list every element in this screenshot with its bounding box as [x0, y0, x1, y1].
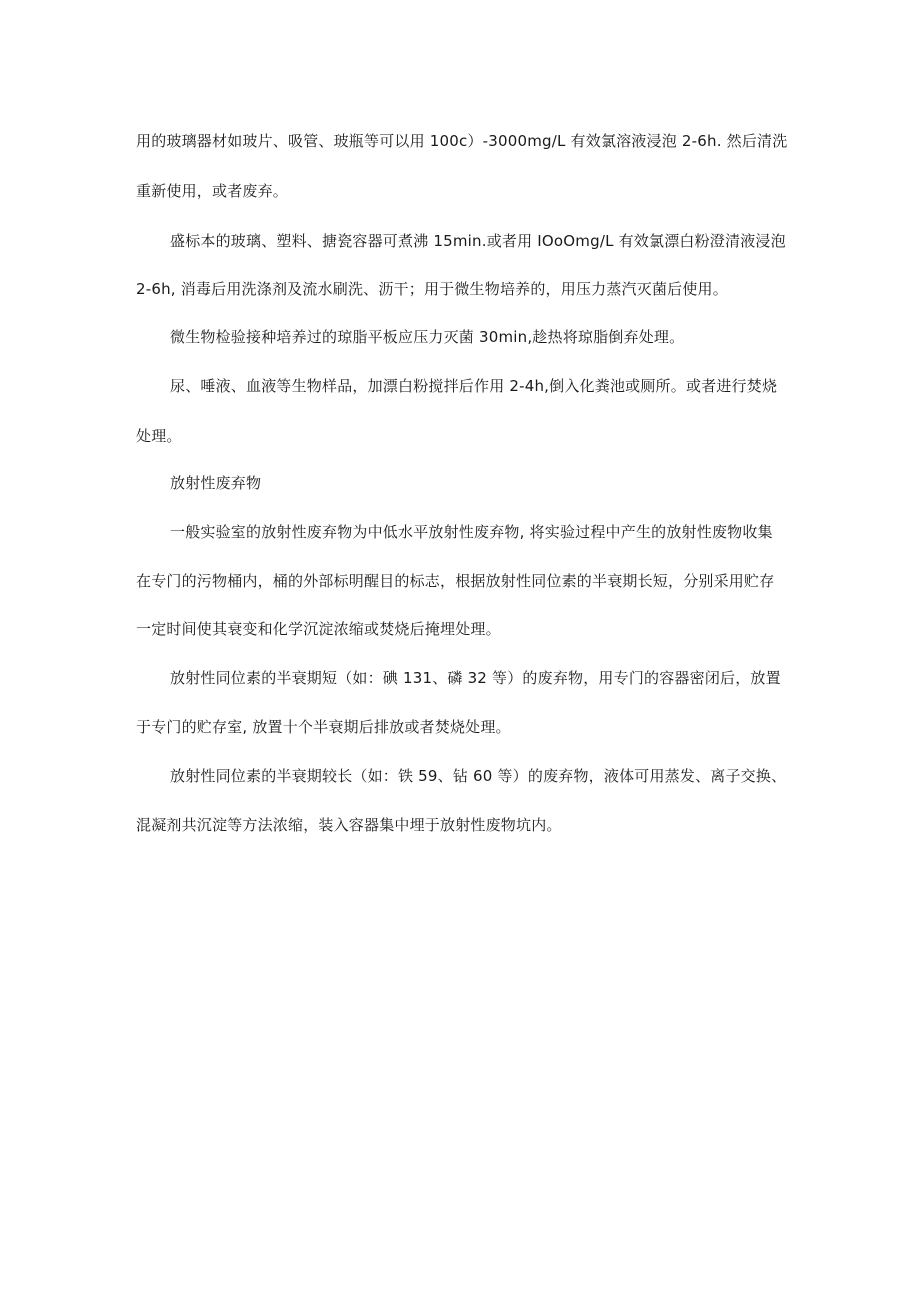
paragraph-4-line-1: 尿、唾液、血液等生物样品，加漂白粉搅拌后作用 2-4h,倒入化粪池或厕所。或者进行焚烧 [170, 377, 778, 395]
paragraph-7-line-2: 于专门的贮存室, 放置十个半衰期后排放或者焚烧处理。 [136, 718, 511, 736]
paragraph-1-line-2: 重新使用，或者废弃。 [136, 182, 289, 200]
paragraph-4-line-2: 处理。 [136, 427, 182, 445]
paragraph-2-line-2: 2-6h, 消毒后用洗涤剂及流水刷洗、沥干；用于微生物培养的，用压力蒸汽灭菌后使用。 [136, 280, 728, 298]
paragraph-2-line-1: 盛标本的玻璃、塑料、搪瓷容器可煮沸 15min.或者用 IOoOmg/L 有效氯漂白粉澄清液浸泡 [170, 232, 786, 250]
paragraph-8-line-2: 混凝剂共沉淀等方法浓缩，装入容器集中埋于放射性废物坑内。 [136, 816, 562, 834]
section-heading-radioactive-waste: 放射性废弃物 [170, 474, 262, 492]
paragraph-7-line-1: 放射性同位素的半衰期短（如：碘 131、磷 32 等）的废弃物，用专门的容器密闭后，放置 [170, 669, 781, 687]
paragraph-8-line-1: 放射性同位素的半衰期较长（如：铁 59、钻 60 等）的废弃物，液体可用蒸发、离子交换、 [170, 767, 787, 785]
paragraph-3-line-1: 微生物检验接种培养过的琼脂平板应压力灭菌 30min,趁热将琼脂倒弃处理。 [170, 328, 685, 346]
paragraph-6-line-3: 一定时间使其衰变和化学沉淀浓缩或焚烧后掩埋处理。 [136, 620, 501, 638]
paragraph-1-line-1: 用的玻璃器材如玻片、吸管、玻瓶等可以用 100c）-3000mg∕L 有效氯溶液浸泡 2-6h. 然后清洗 [136, 132, 788, 150]
paragraph-6-line-2: 在专门的污物桶内，桶的外部标明醒目的标志，根据放射性同位素的半衰期长短，分别采用贮存 [136, 572, 775, 590]
paragraph-6-line-1: 一般实验室的放射性废弃物为中低水平放射性废弃物, 将实验过程中产生的放射性废物收集 [170, 523, 773, 541]
